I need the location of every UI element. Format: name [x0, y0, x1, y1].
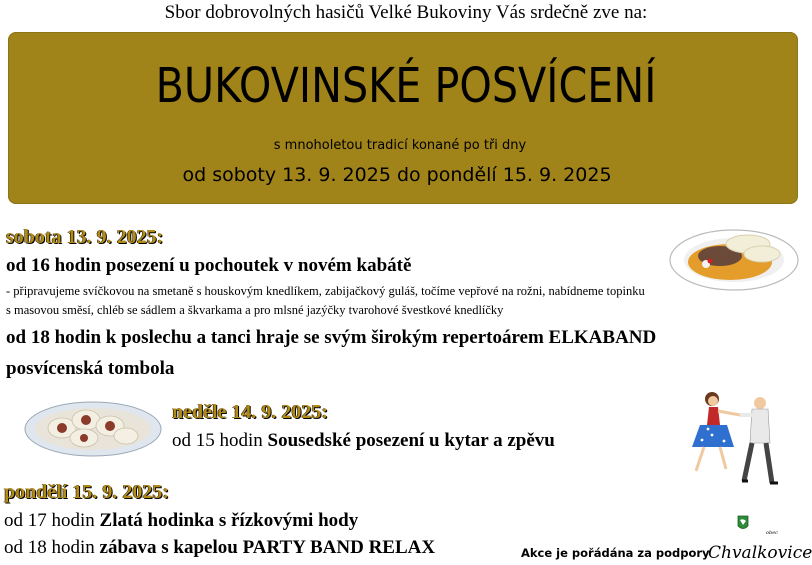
fruit-dumplings-icon: [22, 396, 164, 458]
event-subtitle: s mnoholetou tradicí konané po tři dny: [273, 138, 527, 153]
saturday-menu-line-2: s masovou směsí, chléb se sádlem a škvarkama a pro mlsné jazýčky tvarohové švestkové knedlíčky: [6, 303, 504, 317]
saturday-menu-line-1: - připravujeme svíčkovou na smetaně s houskovým knedlíkem, zabijačkový guláš, točíme vepřové na rožni, nabídneme topinku: [6, 284, 645, 298]
monday-event-1: Zlatá hodinka s řízkovými hody: [99, 510, 359, 531]
monday-line-1: [4, 510, 358, 532]
saturday-line-2: od 18 hodin k poslechu a tanci hraje se svým širokým repertoárem ELKABAND: [6, 327, 657, 348]
svg-text:obec: obec: [766, 530, 778, 536]
svg-text:Chvalkovice: Chvalkovice: [708, 543, 812, 563]
monday-event-2: zábava s kapelou PARTY BAND RELAX: [99, 537, 436, 558]
svickova-plate-icon: [666, 210, 800, 292]
sunday-line-1: [172, 430, 555, 452]
monday-line-2: [4, 537, 435, 559]
saturday-line-1: od 16 hodin posezení u pochoutek v novém kabátě: [6, 255, 412, 276]
saturday-line-3: posvícenská tombola: [6, 358, 175, 379]
invitation-line: Sbor dobrovolných hasičů Velké Bukoviny Vás srdečně zve na:: [164, 2, 648, 23]
monday-heading: pondělí 15. 9. 2025:: [4, 481, 170, 503]
support-note: Akce je pořádána za podpory: [521, 546, 710, 560]
sunday-heading: neděle 14. 9. 2025:: [172, 401, 329, 423]
monday-time-1: od 17 hodin: [4, 510, 95, 531]
sunday-event: Sousedské posezení u kytar a zpěvu: [267, 430, 555, 451]
saturday-heading: sobota 13. 9. 2025:: [6, 226, 164, 248]
event-title: BUKOVINSKÉ POSVÍCENÍ: [155, 58, 657, 114]
monday-time-2: od 18 hodin: [4, 537, 95, 558]
dancing-couple-icon: [682, 385, 782, 495]
sunday-time: od 15 hodin: [172, 430, 263, 451]
chvalkovice-logo-icon: [704, 512, 812, 564]
event-dates: od soboty 13. 9. 2025 do pondělí 15. 9. 2025: [182, 164, 612, 186]
